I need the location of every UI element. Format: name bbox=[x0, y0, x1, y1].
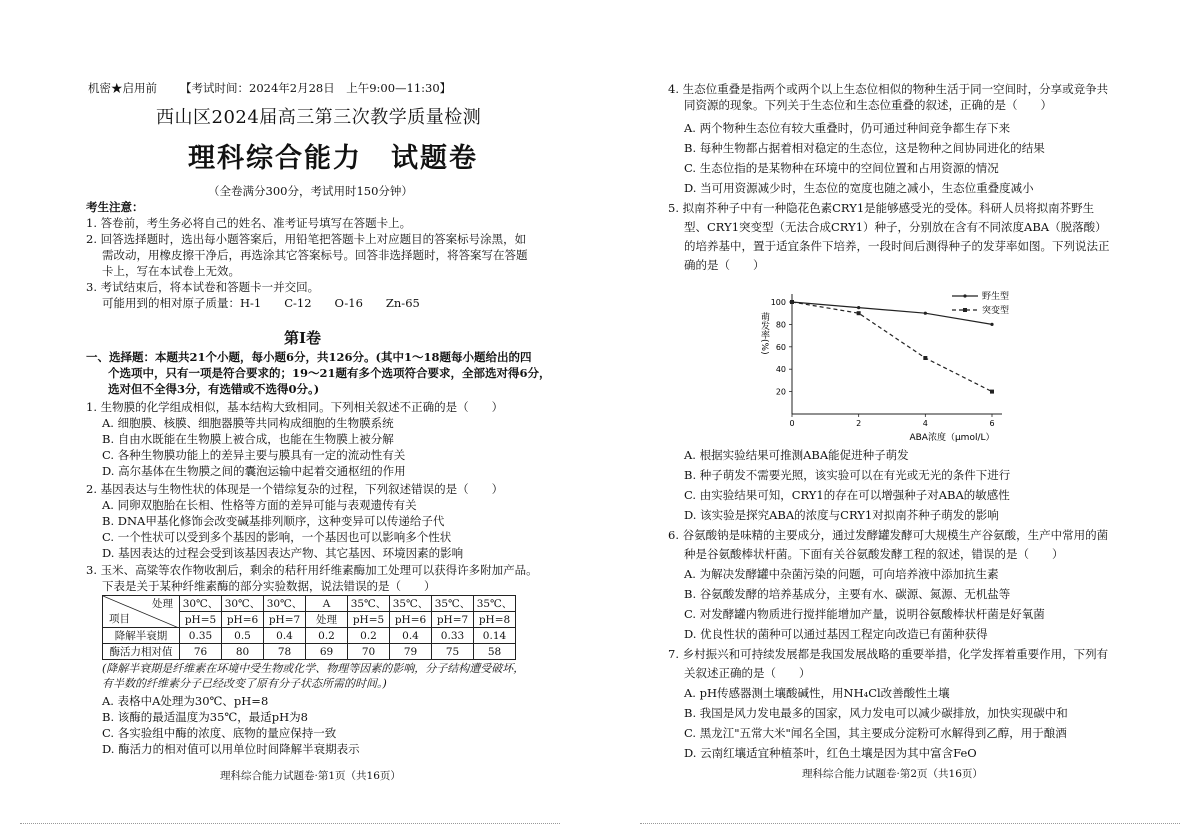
row-label: 降解半衰期 bbox=[103, 628, 180, 644]
exam-time: 【考试时间：2024年2月28日 上午9:00—11:30】 bbox=[180, 81, 452, 95]
table-cell: 0.2 bbox=[306, 628, 348, 644]
table-cell: 58 bbox=[474, 644, 516, 660]
option: B. 我国是风力发电最多的国家，风力发电可以减少碳排放，加快实现碳中和 bbox=[684, 706, 1068, 720]
exam-subtitle: 理科综合能力 试题卷 bbox=[188, 143, 478, 174]
table-header-cell: 35℃、 bbox=[432, 596, 474, 612]
option: C. 由实验结果可知，CRY1的存在可以增强种子对ABA的敏感性 bbox=[684, 488, 1010, 502]
table-header-cell: 35℃、 bbox=[390, 596, 432, 612]
option: A. 同卵双胞胎在长相、性格等方面的差异可能与表观遗传有关 bbox=[102, 498, 417, 512]
question-stem: 同资源的现象。下列关于生态位和生态位重叠的叙述，正确的是（ ） bbox=[684, 98, 1052, 112]
y-axis-label: 萌发率(%) bbox=[759, 312, 769, 355]
table-cell: 80 bbox=[222, 644, 264, 660]
table-cell: 0.2 bbox=[348, 628, 390, 644]
bottom-rule bbox=[640, 823, 1180, 825]
option: D. 云南红壤适宜种植茶叶，红色土壤是因为其中富含FeO bbox=[684, 746, 977, 760]
table-cell: 76 bbox=[180, 644, 222, 660]
table-header-cell: 35℃、 bbox=[348, 596, 390, 612]
section-intro: 个选项中，只有一项是符合要求的；19～21题有多个选项符合要求，全部选对得6分， bbox=[108, 366, 551, 380]
notice-item: 1. 答卷前，考生务必将自己的姓名、准考证号填写在答题卡上。 bbox=[86, 216, 412, 230]
table-header-cell: 35℃、 bbox=[474, 596, 516, 612]
question-stem: 6. 谷氨酸钠是味精的主要成分，通过发酵罐发酵可大规模生产谷氨酸，生产中常用的菌 bbox=[668, 528, 1109, 542]
option: B. 自由水既能在生物膜上被合成，也能在生物膜上被分解 bbox=[102, 432, 394, 446]
bottom-rule bbox=[20, 823, 560, 825]
score-info: （全卷满分300分，考试用时150分钟） bbox=[208, 184, 413, 198]
legend-marker bbox=[963, 308, 967, 312]
y-tick-label: 20 bbox=[775, 387, 786, 397]
section-intro: 选对但不全得3分，有选错或不选得0分。) bbox=[108, 382, 320, 396]
data-point bbox=[924, 312, 927, 315]
data-point bbox=[857, 311, 861, 315]
option: C. 一个性状可以受到多个基因的影响，一个基因也可以影响多个性状 bbox=[102, 530, 452, 544]
table-header-cell: pH=6 bbox=[222, 612, 264, 628]
question-stem: 7. 乡村振兴和可持续发展都是我国发展战略的重要举措，化学发挥着重要作用，下列有 bbox=[668, 647, 1109, 661]
option: D. 当可用资源减少时，生态位的宽度也随之减小，生态位重叠度减小 bbox=[684, 181, 1034, 195]
notice-item: 2. 回答选择题时，选出每小题答案后，用铅笔把答题卡上对应题目的答案标号涂黑，如 bbox=[86, 232, 527, 246]
table-header-cell: 30℃、 bbox=[222, 596, 264, 612]
y-tick-label: 80 bbox=[775, 320, 786, 330]
table-row bbox=[103, 628, 516, 644]
question-stem: 下表是关于某种纤维素酶的部分实验数据，说法错误的是（ ） bbox=[102, 579, 436, 593]
atomic-mass: 可能用到的相对原子质量：H-1 C-12 O-16 Zn-65 bbox=[102, 296, 420, 310]
table-cell: 79 bbox=[390, 644, 432, 660]
option: C. 各实验组中酶的浓度、底物的量应保持一致 bbox=[102, 726, 337, 740]
legend-marker bbox=[963, 294, 966, 297]
section-intro: 一、选择题：本题共21个小题，每小题6分，共126分。(其中1～18题每小题给出的四 bbox=[86, 350, 532, 364]
footer-left: 理科综合能力试题卷·第1页（共16页） bbox=[220, 770, 401, 782]
y-tick-label: 100 bbox=[770, 298, 786, 307]
table-header-cell: pH=7 bbox=[432, 612, 474, 628]
right-page bbox=[668, 0, 1128, 831]
table-header-cell: 30℃、 bbox=[180, 596, 222, 612]
table-header-cell: pH=5 bbox=[348, 612, 390, 628]
y-tick-label: 40 bbox=[775, 365, 786, 375]
series-line-mutant bbox=[792, 302, 992, 392]
legend-label: 突变型 bbox=[982, 306, 1010, 316]
table-header-cell: 30℃、 bbox=[264, 596, 306, 612]
question-stem: 5. 拟南芥种子中有一种隐花色素CRY1是能够感受光的受体。科研人员将拟南芥野生 bbox=[668, 201, 1095, 215]
question-stem: 种是谷氨酸棒状杆菌。下面有关谷氨酸发酵工程的叙述，错误的是（ ） bbox=[684, 547, 1064, 561]
x-axis-label: ABA浓度（μmol/L） bbox=[909, 433, 995, 442]
table-cell: 78 bbox=[264, 644, 306, 660]
x-tick-label: 4 bbox=[922, 419, 928, 428]
question-stem: 3. 玉米、高粱等农作物收割后，剩余的秸秆用纤维素酶加工处理可以获得许多附加产品。 bbox=[86, 563, 538, 577]
table-note: 有半数的纤维素分子已经改变了原有分子状态所需的时间。) bbox=[102, 677, 387, 690]
option: A. 细胞膜、核膜、细胞器膜等共同构成细胞的生物膜系统 bbox=[102, 416, 394, 430]
notice-heading: 考生注意： bbox=[86, 200, 144, 214]
table-cell: 70 bbox=[348, 644, 390, 660]
x-tick-label: 0 bbox=[789, 419, 795, 428]
option: D. 高尔基体在生物膜之间的囊泡运输中起着交通枢纽的作用 bbox=[102, 464, 406, 478]
data-point bbox=[990, 390, 994, 394]
table-header-cell: pH=5 bbox=[180, 612, 222, 628]
notice-item: 需改动，用橡皮擦干净后，再选涂其它答案标号。回答非选择题时，将答案写在答题 bbox=[102, 248, 528, 262]
table-header-cell: A bbox=[306, 596, 348, 612]
left-page bbox=[70, 0, 570, 831]
table-header-cell: 处理 bbox=[306, 612, 348, 628]
table-header-cell: pH=8 bbox=[474, 612, 516, 628]
enzyme-data-table bbox=[102, 595, 516, 660]
option: A. 根据实验结果可推测ABA能促进种子萌发 bbox=[684, 448, 909, 462]
option: C. 黑龙江"五常大米"闻名全国，其主要成分淀粉可水解得到乙醇，用于酿酒 bbox=[684, 726, 1067, 740]
table-cell: 0.14 bbox=[474, 628, 516, 644]
table-header-cell: pH=7 bbox=[264, 612, 306, 628]
table-cell: 0.4 bbox=[264, 628, 306, 644]
table-header-cell: pH=6 bbox=[390, 612, 432, 628]
option: B. DNA甲基化修饰会改变碱基排列顺序，这种变异可以传递给子代 bbox=[102, 514, 445, 528]
table-cell: 75 bbox=[432, 644, 474, 660]
question-stem: 关叙述正确的是（ ） bbox=[684, 666, 811, 680]
table-cell: 0.33 bbox=[432, 628, 474, 644]
option: D. 基因表达的过程会受到该基因表达产物、其它基因、环境因素的影响 bbox=[102, 546, 464, 560]
series-line-wild-type bbox=[792, 302, 992, 324]
data-point bbox=[857, 306, 860, 309]
option: C. 对发酵罐内物质进行搅拌能增加产量，说明谷氨酸棒状杆菌是好氧菌 bbox=[684, 607, 1045, 621]
question-stem: 的培养基中，置于适宜条件下培养，一段时间后测得种子的发芽率如图。下列说法正 bbox=[684, 239, 1110, 253]
data-point bbox=[990, 323, 993, 326]
footer-right: 理科综合能力试题卷·第2页（共16页） bbox=[802, 768, 983, 780]
option: C. 各种生物膜功能上的差异主要与膜具有一定的流动性有关 bbox=[102, 448, 406, 462]
table-cell: 0.4 bbox=[390, 628, 432, 644]
secret-mark: 机密★启用前 bbox=[88, 81, 157, 95]
option: A. pH传感器测土壤酸碱性，用NH₄Cl改善酸性土壤 bbox=[684, 686, 950, 700]
question-stem: 1. 生物膜的化学组成相似，基本结构大致相同。下列相关叙述不正确的是（ ） bbox=[86, 400, 504, 414]
question-stem: 确的是（ ） bbox=[684, 258, 765, 272]
legend-label: 野生型 bbox=[982, 292, 1010, 302]
option: B. 每种生物都占据着相对稳定的生态位，这是物种之间协同进化的结果 bbox=[684, 141, 1045, 155]
option: D. 酶活力的相对值可以用单位时间降解半衰期表示 bbox=[102, 742, 360, 756]
option: C. 生态位指的是某物种在环境中的空间位置和占用资源的情况 bbox=[684, 161, 999, 175]
option: B. 谷氨酸发酵的培养基成分，主要有水、碳源、氮源、无机盐等 bbox=[684, 587, 1011, 601]
row-label: 酶活力相对值 bbox=[103, 644, 180, 660]
table-cell: 0.5 bbox=[222, 628, 264, 644]
option: D. 优良性状的菌种可以通过基因工程定向改造已有菌种获得 bbox=[684, 627, 988, 641]
data-point bbox=[790, 300, 794, 304]
x-tick-label: 2 bbox=[856, 419, 862, 428]
table-row bbox=[103, 644, 516, 660]
exam-title: 西山区2024届高三第三次教学质量检测 bbox=[156, 107, 482, 128]
x-tick-label: 6 bbox=[989, 419, 995, 428]
option: B. 种子萌发不需要光照，该实验可以在有光或无光的条件下进行 bbox=[684, 468, 1011, 482]
table-corner: 处理 项目 bbox=[103, 596, 180, 628]
option: A. 表格中A处理为30℃、pH=8 bbox=[102, 694, 269, 708]
option: A. 为解决发酵罐中杂菌污染的问题，可向培养液中添加抗生素 bbox=[684, 567, 999, 581]
option: D. 该实验是探究ABA的浓度与CRY1对拟南芥种子萌发的影响 bbox=[684, 508, 999, 522]
question-stem: 4. 生态位重叠是指两个或两个以上生态位相似的物种生活于同一空间时，分享或竞争共 bbox=[668, 82, 1109, 96]
notice-item: 卡上，写在本试卷上无效。 bbox=[102, 264, 240, 278]
y-tick-label: 60 bbox=[775, 342, 786, 352]
option: B. 该酶的最适温度为35℃，最适pH为8 bbox=[102, 710, 308, 724]
notice-item: 3. 考试结束后，将本试卷和答题卡一并交回。 bbox=[86, 280, 320, 294]
table-cell: 0.35 bbox=[180, 628, 222, 644]
table-note: (降解半衰期是纤维素在环境中受生物或化学、物理等因素的影响，分子结构遭受破坏， bbox=[102, 662, 525, 675]
option: A. 两个物种生态位有较大重叠时，仍可通过种间竞争都生存下来 bbox=[684, 121, 1011, 135]
germination-chart bbox=[750, 282, 1040, 442]
data-point bbox=[923, 356, 927, 360]
table-cell: 69 bbox=[306, 644, 348, 660]
part-title: 第Ⅰ卷 bbox=[284, 329, 322, 347]
question-stem: 2. 基因表达与生物性状的体现是一个错综复杂的过程，下列叙述错误的是（ ） bbox=[86, 482, 504, 496]
question-stem: 型、CRY1突变型（无法合成CRY1）种子，分别放在含有不同浓度ABA（脱落酸） bbox=[684, 220, 1107, 234]
